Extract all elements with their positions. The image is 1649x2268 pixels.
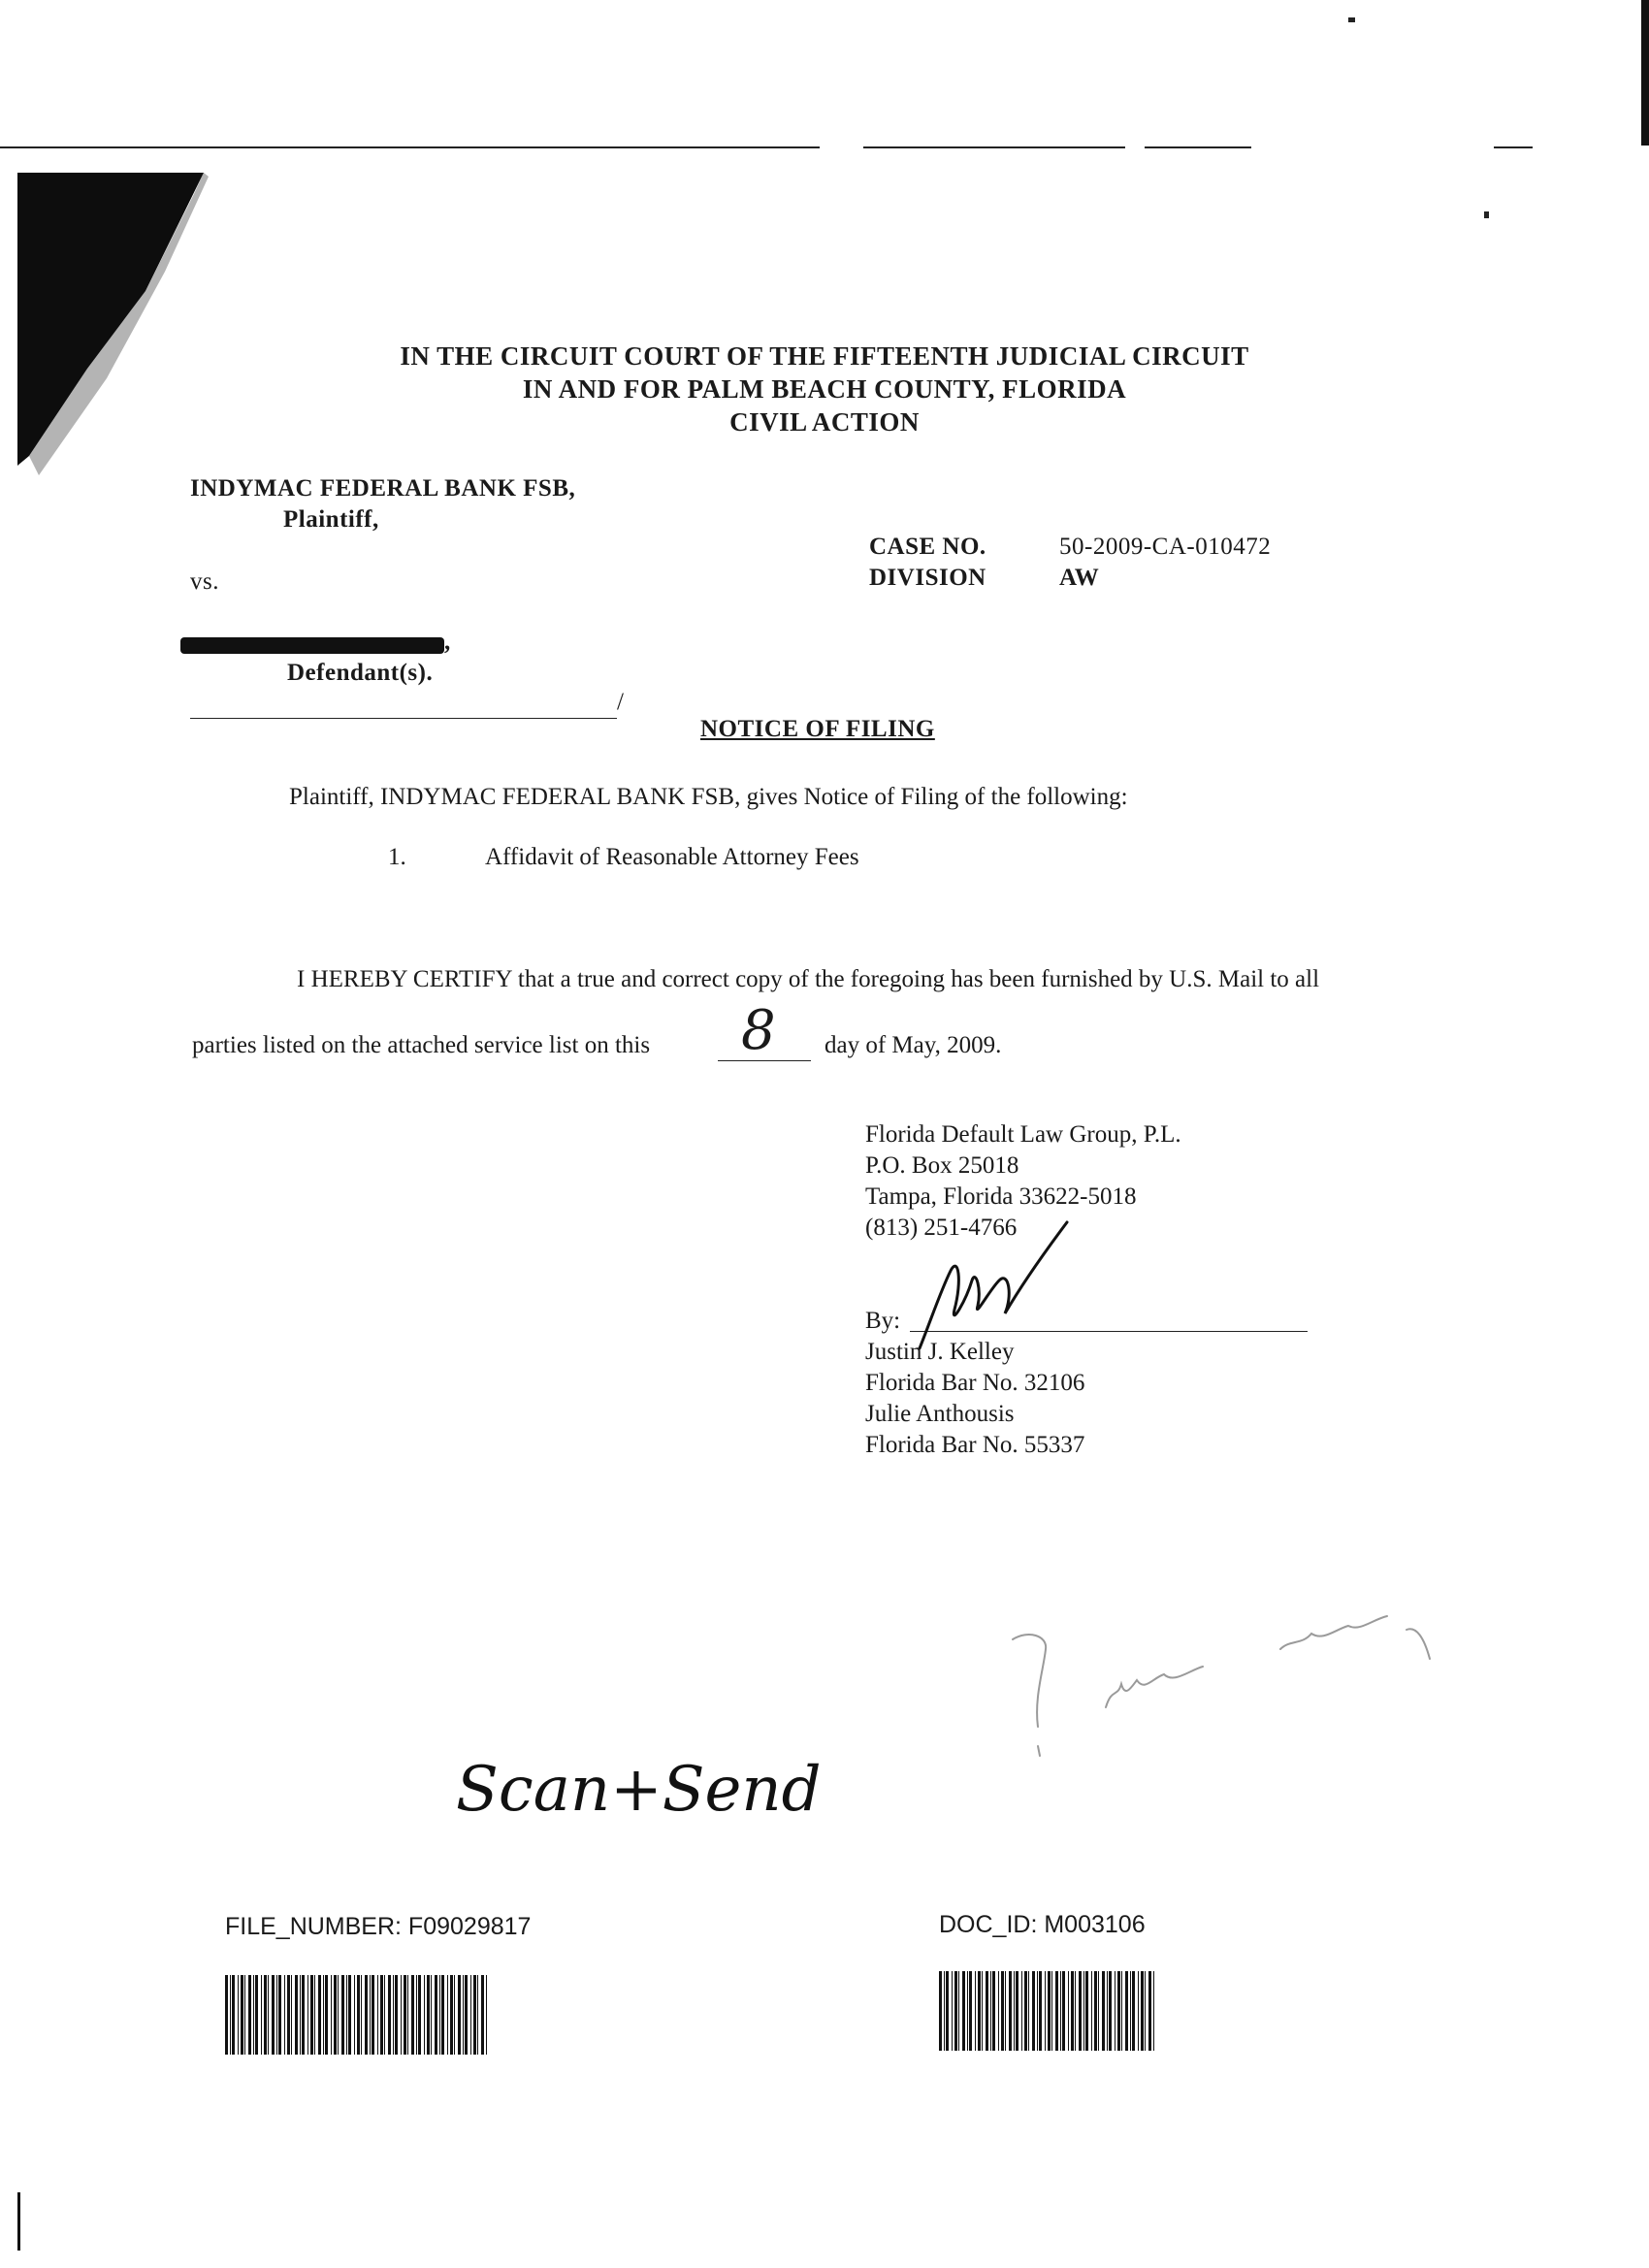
scan-speck [1348,17,1355,22]
barcode-bar [473,1975,476,2055]
barcode-bar [1125,1971,1128,2051]
barcode-bar [463,1975,464,2055]
barcode-bar [241,1975,243,2055]
barcode-bar [962,1971,965,2051]
barcode-bar [1014,1971,1015,2051]
barcode-bar [1028,1971,1029,2051]
scan-edge-line-right [1145,146,1251,148]
file-number: FILE_NUMBER: F09029817 [225,1913,532,1940]
barcode-bar [1145,1971,1146,2051]
barcode-bar [481,1975,484,2055]
barcode-bar [1138,1971,1139,2051]
barcode-bar [323,1975,324,2055]
signature-by-label: By: [865,1308,901,1334]
barcode-bar [354,1975,355,2055]
barcode-bar [244,1975,245,2055]
barcode-bar [1039,1971,1042,2051]
barcode-bar [225,1975,228,2055]
barcode-bar [1094,1971,1097,2051]
barcode-bar [450,1975,453,2055]
barcode-bar [1091,1971,1092,2051]
barcode-bar [1005,1971,1006,2051]
barcode-bar [969,1971,972,2051]
notice-item-number: 1. [388,844,406,870]
scan-edge-line-far-right [1494,146,1533,148]
barcode-bar [278,1975,281,2055]
barcode-bar [395,1975,398,2055]
barcode-bar [248,1975,251,2055]
firm-city: Tampa, Florida 33622-5018 [865,1183,1137,1210]
barcode-bar [300,1975,301,2055]
barcode-bar [1045,1971,1046,2051]
barcode-bar [1051,1971,1052,2051]
barcode-bar [427,1975,430,2055]
certificate-line-1: I HEREBY CERTIFY that a true and correct copy of the foregoing has been furnished by U.S. Mail to all [297,966,1320,992]
defendant-name-redaction [180,637,444,654]
barcode-bar [302,1975,305,2055]
barcode-bar [441,1975,444,2055]
plaintiff-label: Plaintiff, [283,506,379,533]
certificate-line-2-before: parties listed on the attached service list on this [192,1032,651,1058]
scan-edge-line-middle [863,146,1125,148]
barcode-bar [978,1971,981,2051]
firm-po-box: P.O. Box 25018 [865,1152,1019,1179]
barcode-bar [447,1975,448,2055]
barcode-bar [967,1971,968,2051]
barcode-bar [1068,1971,1069,2051]
barcode-bar [401,1975,402,2055]
barcode-bar [1109,1971,1112,2051]
notice-item-text: Affidavit of Reasonable Attorney Fees [485,844,859,870]
notice-title: NOTICE OF FILING [700,716,935,742]
barcode-bar [1141,1971,1144,2051]
barcode-bar [944,1971,945,2051]
barcode-bar [295,1975,298,2055]
barcode-bar [253,1975,254,2055]
barcode-bar [388,1975,391,2055]
barcode-bar [1130,1971,1131,2051]
barcode-bar [318,1975,321,2055]
barcode-bar [435,1975,437,2055]
barcode-bar [439,1975,440,2055]
barcode-bar [268,1975,269,2055]
barcode-bar [284,1975,285,2055]
barcode-bar [465,1975,468,2055]
barcode-bar [470,1975,471,2055]
court-name-line-3: CIVIL ACTION [729,407,920,437]
barcode-bar [404,1975,406,2055]
scan-edge-bar-right [1641,0,1649,146]
barcode-bar [310,1975,313,2055]
barcode-bar [314,1975,315,2055]
caption-rule [190,718,617,719]
barcode-bar [380,1975,383,2055]
barcode-bar [1001,1971,1004,2051]
firm-phone: (813) 251-4766 [865,1215,1018,1241]
barcode-bar [357,1975,360,2055]
barcode-bar [1085,1971,1088,2051]
barcode-bar [232,1975,235,2055]
barcode-bar [1075,1971,1076,2051]
barcode-bar [477,1975,478,2055]
doc-id-barcode [939,1971,1160,2051]
barcode-bar [1071,1971,1074,2051]
attorney-signature [912,1213,1086,1358]
barcode-bar [986,1971,988,2051]
barcode-bar [1055,1971,1058,2051]
barcode-bar [954,1971,957,2051]
barcode-bar [341,1975,344,2055]
caption-slash: / [617,689,624,715]
barcode-bar [1037,1971,1038,2051]
barcode-bar [1153,1971,1154,2051]
barcode-bar [992,1971,995,2051]
barcode-bar [1121,1971,1122,2051]
barcode-bar [418,1975,421,2055]
barcode-bar [372,1975,374,2055]
barcode-bar [1060,1971,1061,2051]
barcode-bar [255,1975,258,2055]
barcode-bar [998,1971,999,2051]
barcode-bar [370,1975,371,2055]
certificate-line-2-after: day of May, 2009. [824,1032,1002,1058]
barcode-bar [1102,1971,1105,2051]
barcode-bar [946,1971,949,2051]
barcode-bar [431,1975,432,2055]
barcode-bar [261,1975,262,2055]
barcode-bar [361,1975,362,2055]
firm-name: Florida Default Law Group, P.L. [865,1121,1181,1148]
defendant-name-suffix: , [444,629,451,655]
barcode-bar [1107,1971,1108,2051]
barcode-bar [1048,1971,1051,2051]
file-number-barcode [225,1975,493,2055]
barcode-bar [939,1971,942,2051]
barcode-bar [346,1975,347,2055]
barcode-bar [407,1975,408,2055]
barcode-bar [1115,1971,1116,2051]
barcode-bar [365,1975,368,2055]
case-no-value: 50-2009-CA-010472 [1059,534,1272,560]
barcode-bar [384,1975,385,2055]
barcode-bar [1024,1971,1027,2051]
barcode-bar [416,1975,417,2055]
certificate-day-handwritten: 8 [741,999,776,1062]
barcode-bar [982,1971,983,2051]
attorney-1-bar-number: Florida Bar No. 32106 [865,1370,1085,1396]
barcode-bar [393,1975,394,2055]
handwritten-note: Scan+Send [456,1754,822,1826]
barcode-bar [338,1975,339,2055]
barcode-bar [952,1971,953,2051]
division-label: DIVISION [869,565,986,591]
barcode-bar [291,1975,292,2055]
barcode-bar [331,1975,332,2055]
attorney-2-bar-number: Florida Bar No. 55337 [865,1432,1085,1458]
barcode-bar [990,1971,991,2051]
barcode-bar [486,1975,487,2055]
attorney-1-name: Justin J. Kelley [865,1339,1015,1365]
defendant-label: Defendant(s). [287,660,434,686]
barcode-bar [1148,1971,1151,2051]
barcode-bar [1062,1971,1065,2051]
barcode-bar [1079,1971,1082,2051]
barcode-bar [377,1975,378,2055]
court-name-line-1: IN THE CIRCUIT COURT OF THE FIFTEENTH JUDICIAL CIRCUIT [400,341,1249,371]
barcode-bar [411,1975,414,2055]
barcode-bar [1117,1971,1120,2051]
barcode-bar [458,1975,461,2055]
barcode-bar [1098,1971,1099,2051]
barcode-bar [1021,1971,1022,2051]
attorney-2-name: Julie Anthousis [865,1401,1015,1427]
faint-handwritten-scribble [999,1591,1484,1775]
division-value: AW [1059,565,1100,591]
barcode-bar [1032,1971,1035,2051]
barcode-bar [264,1975,267,2055]
barcode-bar [276,1975,277,2055]
versus: vs. [190,568,219,595]
court-name-line-2: IN AND FOR PALM BEACH COUNTY, FLORIDA [522,374,1127,404]
barcode-bar [325,1975,328,2055]
barcode-bar [1009,1971,1012,2051]
plaintiff-name: INDYMAC FEDERAL BANK FSB, [190,475,576,502]
barcode-bar [230,1975,231,2055]
barcode-bar [424,1975,425,2055]
barcode-bar [958,1971,959,2051]
barcode-bar [348,1975,351,2055]
barcode-bar [287,1975,290,2055]
barcode-bar [307,1975,308,2055]
doc-id: DOC_ID: M003106 [939,1911,1146,1938]
scan-edge-bar-bottom-left [17,2192,20,2251]
barcode-bar [272,1975,275,2055]
barcode-bar [975,1971,976,2051]
barcode-bar [454,1975,455,2055]
scan-speck [1484,211,1489,218]
case-no-label: CASE NO. [869,534,986,560]
barcode-bar [1083,1971,1084,2051]
barcode-bar [1016,1971,1018,2051]
barcode-bar [334,1975,337,2055]
barcode-bar [1132,1971,1135,2051]
notice-intro: Plaintiff, INDYMAC FEDERAL BANK FSB, gives Notice of Filing of the following: [289,784,1128,810]
barcode-bar [238,1975,239,2055]
